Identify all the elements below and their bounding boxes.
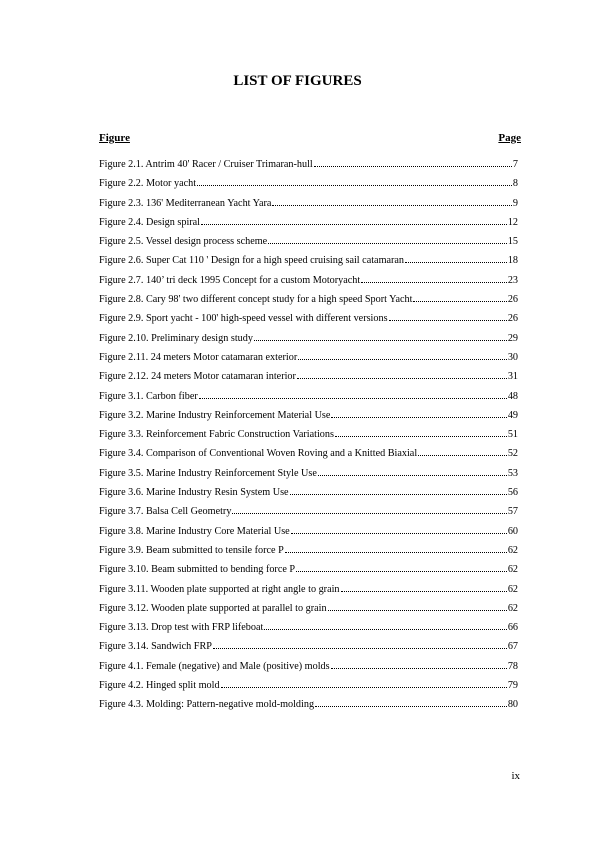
- figure-label: Figure 4.2. Hinged split mold: [99, 680, 220, 692]
- figure-page-number: 80: [507, 699, 518, 711]
- figure-label: Figure 2.6. Super Cat 110 ' Design for a high speed cruising sail catamaran: [99, 255, 405, 267]
- figure-page-number: 23: [507, 274, 518, 286]
- page-number: ix: [511, 770, 520, 782]
- figure-label: Figure 3.12. Wooden plate supported at parallel to grain: [99, 602, 327, 614]
- list-item[interactable]: [99, 292, 518, 311]
- dot-leader: [290, 485, 507, 495]
- dot-leader: [315, 697, 507, 707]
- dot-leader: [197, 176, 512, 186]
- figure-label: Figure 3.8. Marine Industry Core Material Use: [99, 525, 290, 537]
- figure-page-number: 26: [507, 313, 518, 325]
- list-item[interactable]: [99, 196, 518, 215]
- figures-list: [99, 157, 518, 717]
- dot-leader: [418, 446, 507, 456]
- dot-leader: [331, 408, 506, 418]
- figure-label: Figure 3.9. Beam submitted to tensile force P: [99, 544, 284, 556]
- figure-page-number: 51: [507, 429, 518, 441]
- dot-leader: [221, 678, 507, 688]
- page-column-header: Page: [498, 132, 521, 144]
- list-item[interactable]: [99, 427, 518, 446]
- figure-label: Figure 2.12. 24 meters Motor catamaran interior: [99, 371, 296, 383]
- figure-page-number: 56: [507, 487, 518, 499]
- page-title: LIST OF FIGURES: [233, 73, 362, 89]
- figure-label: Figure 3.10. Beam submitted to bending force P: [99, 564, 296, 576]
- list-item[interactable]: [99, 466, 518, 485]
- figure-label: Figure 2.11. 24 meters Motor catamaran exterior: [99, 351, 298, 363]
- figure-page-number: 62: [507, 602, 518, 614]
- figure-page-number: 7: [512, 159, 518, 170]
- list-item[interactable]: [99, 601, 518, 620]
- figure-page-number: 78: [507, 660, 518, 672]
- list-item[interactable]: [99, 582, 518, 601]
- dot-leader: [232, 504, 506, 514]
- figure-page-number: 67: [507, 641, 518, 653]
- dot-leader: [296, 562, 507, 572]
- figure-label: Figure 3.3. Reinforcement Fabric Construction Variations: [99, 429, 334, 441]
- list-item[interactable]: [99, 524, 518, 543]
- dot-leader: [268, 234, 507, 244]
- figure-label: Figure 3.13. Drop test with FRP lifeboat: [99, 622, 264, 634]
- dot-leader: [213, 639, 507, 649]
- list-item[interactable]: [99, 369, 518, 388]
- figure-label: Figure 3.5. Marine Industry Reinforcement Style Use: [99, 467, 317, 479]
- dot-leader: [298, 350, 507, 360]
- dot-leader: [413, 292, 506, 302]
- dot-leader: [297, 369, 507, 379]
- figure-label: Figure 2.8. Cary 98' two different concept study for a high speed Sport Yacht: [99, 294, 413, 306]
- figure-page-number: 53: [507, 467, 518, 479]
- list-item[interactable]: [99, 215, 518, 234]
- figure-page-number: 60: [507, 525, 518, 537]
- dot-leader: [331, 659, 507, 669]
- list-item[interactable]: [99, 273, 518, 292]
- figure-page-number: 52: [507, 448, 518, 460]
- dot-leader: [314, 157, 512, 167]
- list-item[interactable]: [99, 157, 518, 176]
- list-item[interactable]: [99, 253, 518, 272]
- list-item[interactable]: [99, 620, 518, 639]
- figure-label: Figure 3.11. Wooden plate supported at right angle to grain: [99, 583, 340, 595]
- dot-leader: [389, 311, 507, 321]
- dot-leader: [264, 620, 506, 630]
- figure-page-number: 79: [507, 680, 518, 692]
- figure-label: Figure 4.3. Molding: Pattern-negative mold-molding: [99, 699, 315, 711]
- figure-label: Figure 2.5. Vessel design process scheme: [99, 236, 268, 248]
- figure-label: Figure 2.4. Design spiral: [99, 216, 201, 228]
- figure-label: Figure 2.2. Motor yacht: [99, 178, 197, 190]
- list-item[interactable]: [99, 350, 518, 369]
- figure-page-number: 26: [507, 294, 518, 306]
- dot-leader: [199, 389, 507, 399]
- list-item[interactable]: [99, 659, 518, 678]
- dot-leader: [291, 524, 507, 534]
- dot-leader: [285, 543, 507, 553]
- figure-label: Figure 3.2. Marine Industry Reinforcement Material Use: [99, 409, 331, 421]
- figure-page-number: 30: [507, 351, 518, 363]
- figure-page-number: 9: [512, 197, 518, 209]
- figure-page-number: 49: [507, 409, 518, 421]
- figure-label: Figure 3.6. Marine Industry Resin System Use: [99, 487, 289, 499]
- dot-leader: [341, 582, 507, 592]
- figure-label: Figure 2.7. 140’ tri deck 1995 Concept for a custom Motoryacht: [99, 274, 361, 286]
- figure-page-number: 29: [507, 332, 518, 344]
- list-item[interactable]: [99, 543, 518, 562]
- dot-leader: [318, 466, 507, 476]
- figure-page-number: 15: [507, 236, 518, 248]
- dot-leader: [405, 253, 507, 263]
- figure-label: Figure 2.1. Antrim 40' Racer / Cruiser Trimaran-hull: [99, 159, 313, 170]
- figure-label: Figure 3.14. Sandwich FRP: [99, 641, 212, 653]
- figure-label: Figure 3.1. Carbon fiber: [99, 390, 198, 402]
- list-item[interactable]: [99, 504, 518, 523]
- figure-page-number: 66: [507, 622, 518, 634]
- list-item[interactable]: [99, 234, 518, 253]
- dot-leader: [272, 196, 511, 206]
- list-item[interactable]: [99, 331, 518, 350]
- figure-label: Figure 2.3. 136' Mediterranean Yacht Yara: [99, 197, 272, 209]
- dot-leader: [254, 331, 507, 341]
- figure-page-number: 62: [507, 544, 518, 556]
- figure-page-number: 57: [507, 506, 518, 518]
- list-item[interactable]: [99, 408, 518, 427]
- figure-label: Figure 3.4. Comparison of Conventional Woven Roving and a Knitted Biaxial: [99, 448, 418, 460]
- figure-label: Figure 2.10. Preliminary design study: [99, 332, 253, 344]
- list-item[interactable]: [99, 311, 518, 330]
- figure-label: Figure 2.9. Sport yacht - 100' high-speed vessel with different versions: [99, 313, 388, 325]
- dot-leader: [201, 215, 507, 225]
- list-item[interactable]: [99, 697, 518, 716]
- figure-page-number: 48: [507, 390, 518, 402]
- list-item[interactable]: [99, 446, 518, 465]
- figure-page-number: 31: [507, 371, 518, 383]
- list-item[interactable]: [99, 389, 518, 408]
- dot-leader: [335, 427, 507, 437]
- dot-leader: [361, 273, 507, 283]
- figure-page-number: 18: [507, 255, 518, 267]
- list-item[interactable]: [99, 562, 518, 581]
- figure-page-number: 62: [507, 583, 518, 595]
- dot-leader: [328, 601, 507, 611]
- list-item[interactable]: [99, 176, 518, 195]
- figure-page-number: 62: [507, 564, 518, 576]
- figure-column-header: Figure: [99, 132, 130, 144]
- list-item[interactable]: [99, 485, 518, 504]
- figure-page-number: 8: [512, 178, 518, 190]
- list-item[interactable]: [99, 678, 518, 697]
- figure-label: Figure 3.7. Balsa Cell Geometry: [99, 506, 232, 518]
- figure-label: Figure 4.1. Female (negative) and Male (positive) molds: [99, 660, 330, 672]
- figure-page-number: 12: [507, 216, 518, 228]
- list-item[interactable]: [99, 639, 518, 658]
